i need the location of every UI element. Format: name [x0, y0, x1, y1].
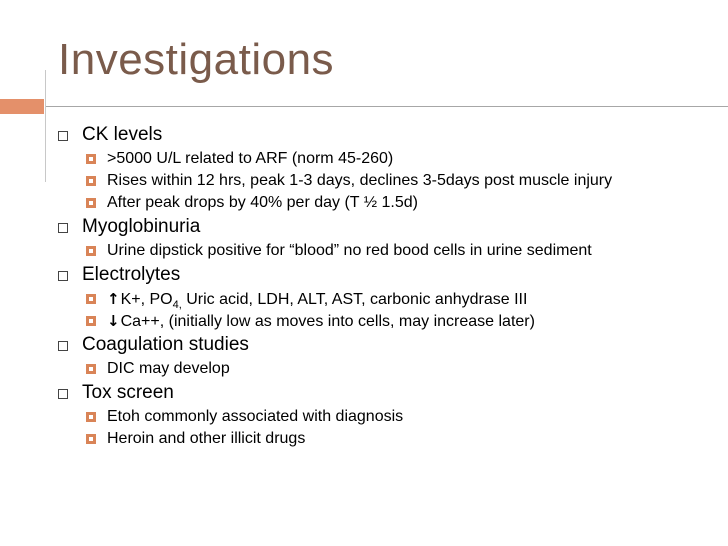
list-item [58, 148, 718, 170]
hollow-square-bullet-icon [58, 341, 68, 351]
slide-title: Investigations [58, 35, 335, 84]
arrow-up-icon: ↑ [107, 290, 120, 308]
section-heading: Myoglobinuria [82, 216, 201, 237]
list-item [58, 240, 718, 262]
square-bullet-icon [86, 364, 96, 374]
list-item-decreased [58, 310, 718, 332]
title-vertical-rule [45, 70, 46, 182]
list-item [58, 428, 718, 450]
section-heading: Coagulation studies [82, 334, 249, 355]
square-bullet-icon [86, 198, 96, 208]
hollow-square-bullet-icon [58, 389, 68, 399]
accent-block [0, 99, 44, 114]
section-myoglobinuria [58, 214, 718, 240]
bullet-list [58, 122, 718, 450]
list-item-increased [58, 288, 718, 310]
square-bullet-icon [86, 412, 96, 422]
list-item-text: Heroin and other illicit drugs [107, 430, 306, 447]
square-bullet-icon [86, 434, 96, 444]
hollow-square-bullet-icon [58, 223, 68, 233]
section-tox-screen [58, 380, 718, 406]
section-ck-levels [58, 122, 718, 148]
list-item-text: DIC may develop [107, 360, 230, 377]
list-item-text: Urine dipstick positive for “blood” no red bood cells in urine sediment [107, 242, 592, 259]
list-item [58, 358, 718, 380]
list-item-text: Rises within 12 hrs, peak 1-3 days, declines 3-5days post muscle injury [107, 172, 613, 189]
list-item-text: Uric acid, LDH, ALT, AST, carbonic anhydrase III [181, 291, 528, 308]
square-bullet-icon [86, 294, 96, 304]
hollow-square-bullet-icon [58, 131, 68, 141]
section-heading: CK levels [82, 124, 163, 145]
list-item-text: >5000 U/L related to ARF (norm 45-260) [107, 150, 394, 167]
square-bullet-icon [86, 316, 96, 326]
list-item-text: K+, PO [120, 291, 173, 308]
list-item-text: Ca++, (initially low as moves into cells, may increase later) [120, 313, 535, 330]
list-item [58, 406, 718, 428]
section-electrolytes [58, 262, 718, 288]
list-item-text: After peak drops by 40% per day (T ½ 1.5d) [107, 194, 418, 211]
list-item-text: Etoh commonly associated with diagnosis [107, 408, 404, 425]
title-divider [46, 106, 728, 107]
subscript: 4, [172, 299, 182, 312]
square-bullet-icon [86, 176, 96, 186]
section-coagulation-studies [58, 332, 718, 358]
square-bullet-icon [86, 246, 96, 256]
section-heading: Electrolytes [82, 264, 181, 285]
square-bullet-icon [86, 154, 96, 164]
section-heading: Tox screen [82, 382, 174, 403]
arrow-down-icon: ↓ [107, 312, 120, 330]
list-item [58, 192, 718, 214]
list-item [58, 170, 718, 192]
hollow-square-bullet-icon [58, 271, 68, 281]
